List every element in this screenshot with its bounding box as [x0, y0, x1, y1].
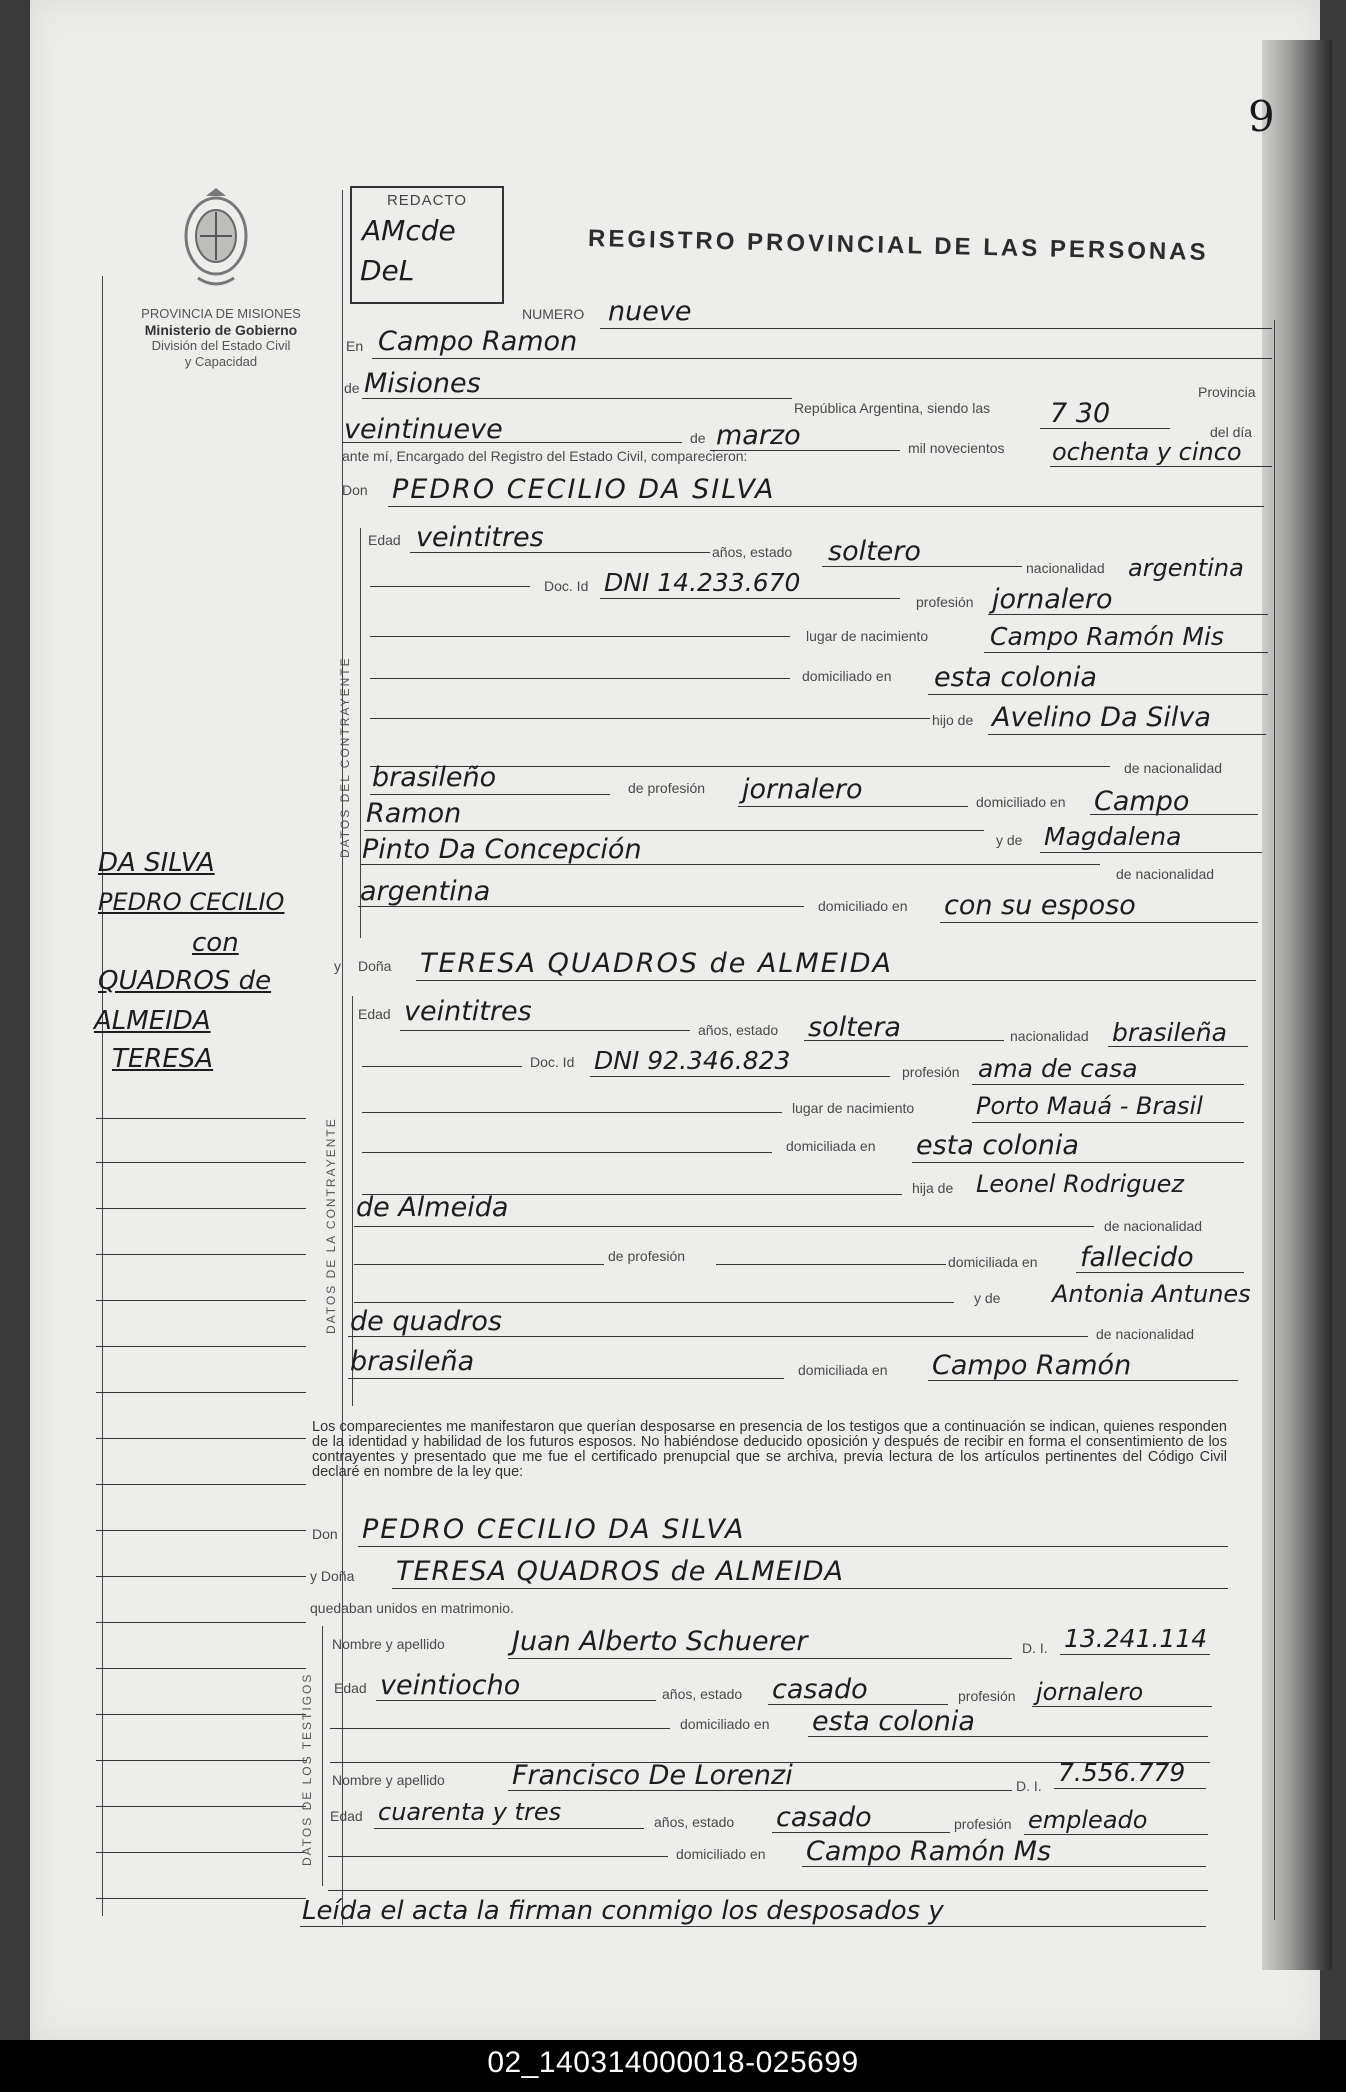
ramon-rule: [364, 830, 984, 831]
testigos-bracket: [322, 1626, 323, 1886]
padre-prof-label: de profesión: [608, 1248, 686, 1264]
t1-estado-value: casado: [772, 1674, 868, 1705]
t2-prof-rule: [1024, 1834, 1208, 1835]
y-de-lead-rule: [354, 1302, 954, 1303]
declaration-text: Los comparecientes me manifestaron que querían desposarse en presencia de los testigos que a continuación se indican, quienes responden de la identidad y habilidad de los futuros esposos. No habiéndose deducido oposición y después de recibir en forma el consentimiento de los contrayentes y presentado que me fue el certificado prenupcial que se archiva, previa lectura de los artículos pertinentes del Código Civil declaré en nombre de la ley que:: [312, 1419, 1227, 1480]
margin-note-line: TERESA: [112, 1044, 214, 1074]
decl-don-rule: [358, 1546, 1228, 1547]
dom-value: esta colonia: [934, 662, 1097, 693]
closing-text: Leída el acta la firman conmigo los desposados y: [302, 1896, 944, 1926]
margin-rule: [96, 1622, 306, 1623]
padre-nac-rule: [370, 794, 610, 795]
closing-rule: [300, 1926, 1206, 1927]
edad-label: Edad: [368, 532, 401, 548]
left-margin-rule: [102, 276, 103, 1916]
anios-label: años, estado: [712, 544, 793, 560]
decl-dona-rule: [392, 1588, 1228, 1589]
madre2-rule: [360, 864, 1100, 865]
lugar-label: lugar de nacimiento: [806, 628, 929, 644]
padre-dom-rule: [1090, 814, 1258, 815]
quedaban-text: quedaban unidos en matrimonio.: [310, 1600, 514, 1616]
t2-dom-lead-rule: [328, 1856, 668, 1857]
padre-dom-value-2: Ramon: [366, 798, 462, 829]
t1-prof-value: jornalero: [1036, 1678, 1144, 1706]
t2-estado-rule: [772, 1832, 950, 1833]
padre-dom-value: fallecido: [1080, 1242, 1194, 1273]
padre2-rule: [354, 1226, 1094, 1227]
t2-blank-rule: [328, 1890, 1208, 1891]
hora-rule: [1040, 428, 1170, 429]
margin-rule: [96, 1300, 306, 1301]
t2-prof-label: profesión: [954, 1816, 1012, 1832]
margin-note-line: PEDRO CECILIO: [98, 888, 285, 916]
margin-note-line: con: [192, 928, 239, 958]
t2-nombre-rule: [508, 1790, 1012, 1791]
footer-id: 02_140314000018-025699: [487, 2046, 859, 2079]
padre-nac-blank-rule: [354, 1264, 604, 1265]
don-rule: [388, 506, 1264, 507]
de-mes-label: de: [690, 430, 706, 446]
dona-label: Doña: [358, 958, 392, 974]
margin-rule: [96, 1898, 306, 1899]
edad-rule: [400, 1030, 690, 1031]
t2-estado-value: casado: [776, 1802, 872, 1833]
y-de-label: y de: [996, 832, 1023, 848]
t1-anios-label: años, estado: [662, 1686, 743, 1702]
anio-rule: [1050, 466, 1272, 467]
margin-rule: [96, 1438, 306, 1439]
t1-dom-value: esta colonia: [812, 1706, 975, 1737]
stamp-line2: DeL: [360, 254, 415, 287]
t2-edad-rule: [374, 1828, 644, 1829]
margin-rule: [96, 1852, 306, 1853]
decl-dona-label: y Doña: [310, 1568, 355, 1584]
numero-label: NUMERO: [522, 306, 585, 322]
margin-rule: [96, 1530, 306, 1531]
y-de-label: y de: [974, 1290, 1001, 1306]
padre-dom-value: Campo: [1094, 786, 1190, 817]
t1-prof-label: profesión: [958, 1688, 1016, 1704]
edad-label: Edad: [358, 1006, 391, 1022]
nac-value: brasileña: [1112, 1018, 1227, 1047]
lugar-lead-rule: [362, 1112, 782, 1113]
edad-value: veintitres: [404, 996, 532, 1027]
madre-value: Antonia Antunes: [1052, 1280, 1251, 1308]
doc-label: Doc. Id: [544, 578, 589, 594]
dom-lead-rule: [362, 1152, 772, 1153]
t2-dom-value: Campo Ramón Ms: [806, 1836, 1052, 1867]
lugar-label: lugar de nacimiento: [792, 1100, 915, 1116]
estado-value: soltera: [808, 1012, 901, 1043]
margin-rule: [96, 1254, 306, 1255]
redacto-stamp: [350, 186, 504, 304]
hijo-label: hijo de: [932, 712, 974, 728]
t2-anios-label: años, estado: [654, 1814, 735, 1830]
nac-label: nacionalidad: [1026, 560, 1105, 576]
madre-value-2: de quadros: [350, 1306, 502, 1337]
lugar-value: Porto Mauá - Brasil: [976, 1092, 1203, 1120]
t1-nombre-value: Juan Alberto Schuerer: [512, 1626, 808, 1657]
hijo-lead-rule: [370, 718, 930, 719]
province-block: [110, 306, 332, 370]
capacity-line: y Capacidad: [184, 354, 258, 369]
numero-rule: [600, 328, 1272, 329]
edad-rule: [410, 552, 710, 553]
madre-dom-rule: [940, 922, 1258, 923]
margin-rule: [96, 1118, 306, 1119]
hora-value: 7 30: [1050, 398, 1111, 429]
margin-rule: [96, 1162, 306, 1163]
madre-value-2: Pinto Da Concepción: [362, 834, 642, 865]
main-right-rule: [1274, 320, 1275, 1920]
t1-estado-rule: [768, 1704, 948, 1705]
madre-nac-value: argentina: [360, 876, 491, 907]
margin-rule: [96, 1208, 306, 1209]
t1-edad-label: Edad: [334, 1680, 367, 1696]
t1-nombre-label: Nombre y apellido: [332, 1636, 445, 1652]
mil-label: mil novecientos: [908, 440, 1005, 456]
republica-label: República Argentina, siendo las: [794, 400, 991, 416]
padre-prof-value: jornalero: [742, 774, 863, 805]
madre-dom-value: con su esposo: [944, 890, 1136, 921]
nac-label: nacionalidad: [1010, 1028, 1089, 1044]
madre-dom-label: domiciliado en: [818, 898, 908, 914]
hija-label: hija de: [912, 1180, 954, 1196]
padre-dom-label: domiciliado en: [976, 794, 1066, 810]
margin-rule: [96, 1760, 306, 1761]
t2-dom-rule: [802, 1866, 1206, 1867]
madre2-rule: [348, 1336, 1088, 1337]
anio-value: ochenta y cinco: [1052, 438, 1242, 466]
stamp-header: REDACTO: [386, 192, 468, 209]
madre-value: Magdalena: [1044, 822, 1182, 851]
contrayente-side-label: DATOS DEL CONTRAYENTE: [338, 656, 352, 858]
anios-label: años, estado: [698, 1022, 779, 1038]
doc-rule: [600, 598, 900, 599]
t1-nombre-rule: [508, 1658, 1012, 1659]
lugar-lead-rule: [370, 636, 790, 637]
margin-rule: [96, 1576, 306, 1577]
de-rule: [362, 398, 792, 399]
madre-nac-label: de nacionalidad: [1096, 1326, 1195, 1342]
dia-value: veintinueve: [344, 414, 503, 445]
t2-di-value: 7.556.779: [1058, 1758, 1186, 1787]
doc-lead-rule: [370, 586, 530, 587]
dom-rule: [912, 1162, 1244, 1163]
contrayenta-bracket: [352, 996, 353, 1406]
t1-di-rule: [1060, 1654, 1210, 1655]
book-spine: [1262, 40, 1332, 1970]
don-value: PEDRO CECILIO DA SILVA: [392, 474, 776, 505]
nac-rule: [1108, 1046, 1248, 1047]
decl-don-value: PEDRO CECILIO DA SILVA: [362, 1514, 746, 1545]
t1-dom-rule: [808, 1736, 1208, 1737]
t1-prof-rule: [1032, 1706, 1212, 1707]
edad-value: veintitres: [416, 522, 544, 553]
t2-nombre-label: Nombre y apellido: [332, 1772, 445, 1788]
dia-rule: [342, 442, 682, 443]
del-dia-label: del día: [1210, 424, 1253, 440]
padre-nac-label: de nacionalidad: [1124, 760, 1223, 776]
en-rule: [372, 358, 1272, 359]
t1-di-label: D. I.: [1022, 1640, 1048, 1656]
madre-nac-rule: [358, 906, 804, 907]
t2-nombre-value: Francisco De Lorenzi: [512, 1760, 793, 1791]
en-label: En: [346, 338, 364, 354]
madre-nac-value: brasileña: [350, 1346, 475, 1377]
padre-value: Avelino Da Silva: [992, 702, 1211, 733]
madre-rule: [1040, 852, 1262, 853]
numero-value: nueve: [608, 296, 692, 327]
prof-rule: [988, 614, 1268, 615]
t1-edad-rule: [376, 1700, 656, 1701]
padre-prof-rule: [716, 1264, 946, 1265]
t2-edad-label: Edad: [330, 1808, 363, 1824]
estado-rule: [804, 1040, 1004, 1041]
padre-prof-label: de profesión: [628, 780, 706, 796]
lugar-rule: [972, 1122, 1244, 1123]
division-line: División del Estado Civil: [151, 338, 291, 353]
padre-dom-label: domiciliada en: [948, 1254, 1038, 1270]
margin-rule: [96, 1484, 306, 1485]
margin-rule: [96, 1668, 306, 1669]
t1-edad-value: veintiocho: [380, 1670, 521, 1701]
dona-rule: [416, 980, 1256, 981]
t2-di-label: D. I.: [1016, 1778, 1042, 1794]
padre-value-2: de Almeida: [356, 1192, 509, 1223]
t1-dom-lead-rule: [330, 1728, 670, 1729]
padre-dom-rule: [1076, 1272, 1244, 1273]
estado-rule: [822, 566, 1022, 567]
de-label: de: [344, 380, 360, 396]
provincia-label: Provincia: [1198, 384, 1256, 400]
nac-value: argentina: [1128, 554, 1244, 582]
madre-nac-label: de nacionalidad: [1116, 866, 1215, 882]
dom-value: esta colonia: [916, 1130, 1079, 1161]
madre-dom-label: domiciliada en: [798, 1362, 888, 1378]
don-label: Don: [342, 482, 368, 498]
decl-dona-value: TERESA QUADROS de ALMEIDA: [396, 1556, 844, 1587]
ante-label: ante mí, Encargado del Registro del Estado Civil, comparecieron:: [342, 448, 748, 464]
dom-rule: [928, 694, 1268, 695]
doc-rule: [590, 1076, 890, 1077]
t1-di-value: 13.241.114: [1064, 1624, 1208, 1653]
lugar-value: Campo Ramón Mis: [990, 622, 1224, 651]
province-line: PROVINCIA DE MISIONES: [141, 306, 301, 321]
doc-lead-rule: [362, 1066, 522, 1067]
t1-dom-label: domiciliado en: [680, 1716, 770, 1732]
en-value: Campo Ramon: [378, 326, 578, 357]
prof-value: jornalero: [992, 584, 1113, 615]
prof-label: profesión: [902, 1064, 960, 1080]
prof-value: ama de casa: [978, 1054, 1138, 1083]
doc-label: Doc. Id: [530, 1054, 575, 1070]
de-value: Misiones: [364, 368, 481, 399]
dona-value: TERESA QUADROS de ALMEIDA: [420, 948, 893, 979]
margin-rule: [96, 1392, 306, 1393]
madre-dom-rule: [928, 1380, 1238, 1381]
t2-di-rule: [1054, 1788, 1206, 1789]
prof-label: profesión: [916, 594, 974, 610]
madre-nac-rule: [348, 1378, 784, 1379]
padre-nac-label: de nacionalidad: [1104, 1218, 1203, 1234]
mes-value: marzo: [716, 420, 801, 451]
margin-note-line: QUADROS de: [98, 966, 272, 996]
contrayenta-side-label: DATOS DE LA CONTRAYENTE: [324, 1117, 338, 1334]
madre-dom-value: Campo Ramón: [932, 1350, 1132, 1381]
margin-note-line: ALMEIDA: [94, 1006, 211, 1036]
margin-rule: [96, 1714, 306, 1715]
doc-value: DNI 92.346.823: [594, 1046, 791, 1075]
decl-don-label: Don: [312, 1526, 338, 1542]
prof-rule: [972, 1084, 1244, 1085]
t2-dom-label: domiciliado en: [676, 1846, 766, 1862]
dom-lead-rule: [370, 678, 790, 679]
stamp-line1: AMcde: [362, 214, 456, 247]
margin-note-line: DA SILVA: [98, 848, 215, 878]
t2-edad-value: cuarenta y tres: [378, 1798, 562, 1826]
doc-value: DNI 14.233.670: [604, 568, 801, 597]
t2-prof-value: empleado: [1028, 1806, 1148, 1834]
padre-nac-value: brasileño: [372, 762, 497, 793]
margin-rule: [96, 1346, 306, 1347]
padre-rule: [988, 734, 1266, 735]
dom-label: domiciliada en: [786, 1138, 876, 1154]
y-label: y: [334, 958, 341, 974]
dom-label: domiciliado en: [802, 668, 892, 684]
padre-value: Leonel Rodriguez: [976, 1170, 1185, 1198]
margin-rule: [96, 1806, 306, 1807]
province-seal-icon: [176, 186, 256, 292]
padre-prof-rule: [738, 806, 968, 807]
ministry-line: Ministerio de Gobierno: [144, 322, 298, 338]
lugar-rule: [984, 652, 1268, 653]
testigos-side-label: DATOS DE LOS TESTIGOS: [300, 1672, 314, 1866]
estado-value: soltero: [828, 536, 921, 567]
document-title: REGISTRO PROVINCIAL DE LAS PERSONAS: [587, 224, 1209, 267]
page-number: 9: [1248, 92, 1275, 141]
